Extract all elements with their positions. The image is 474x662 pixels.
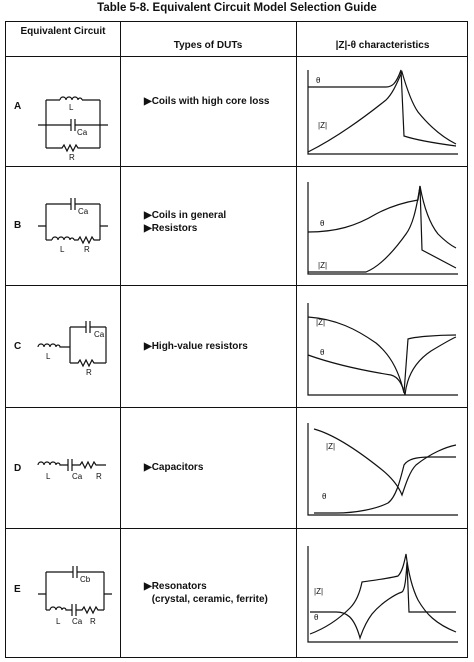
- component-label: L: [46, 472, 51, 481]
- component-label: Ca: [72, 617, 83, 626]
- header-equivalent-circuit: Equivalent Circuit: [20, 26, 106, 37]
- component-label: Ca: [72, 472, 83, 481]
- theta-label: θ: [320, 348, 325, 357]
- circuit-diagram-c: [34, 313, 114, 383]
- circuit-diagram-e: [34, 558, 116, 632]
- magnitude-label: |Z|: [318, 121, 328, 130]
- component-label: R: [69, 153, 75, 162]
- table-row-a: [6, 56, 469, 166]
- magnitude-label: |Z|: [314, 587, 324, 596]
- row-letter: E: [14, 584, 21, 595]
- component-label: L: [56, 617, 61, 626]
- header-characteristics: |Z|-θ characteristics: [335, 40, 430, 51]
- table-row-d: [6, 407, 469, 528]
- component-label: L: [46, 352, 51, 361]
- circuit-diagram-b: [34, 190, 114, 260]
- dut-item: ▶Coils in general: [144, 210, 227, 221]
- circuit-diagram-a: [34, 70, 114, 162]
- characteristics-plot-b: [306, 178, 460, 278]
- table-row-e: [6, 528, 469, 659]
- characteristics-plot-e: [306, 542, 460, 646]
- dut-description: [144, 209, 226, 235]
- dut-item: ▶Capacitors: [144, 462, 204, 473]
- component-label: Cb: [80, 575, 91, 584]
- magnitude-label: |Z|: [316, 318, 326, 327]
- characteristics-plot-a: [306, 66, 460, 158]
- component-label: L: [69, 103, 74, 112]
- dut-item: ▶High-value resistors: [144, 341, 248, 352]
- table-row-b: [6, 166, 469, 285]
- dut-description: [144, 340, 248, 353]
- component-label: R: [90, 617, 96, 626]
- magnitude-label: |Z|: [326, 442, 336, 451]
- component-label: R: [96, 472, 102, 481]
- theta-label: θ: [314, 613, 319, 622]
- dut-description: [144, 580, 268, 606]
- component-label: Ca: [77, 128, 88, 137]
- selection-guide-table: [5, 21, 468, 658]
- characteristics-plot-d: [306, 419, 460, 519]
- dut-item: (crystal, ceramic, ferrite): [151, 594, 268, 605]
- dut-item: ▶Resonators: [144, 581, 207, 592]
- characteristics-plot-c: [306, 299, 460, 399]
- component-label: Ca: [94, 330, 105, 339]
- theta-label: θ: [316, 76, 321, 85]
- circuit-diagram-d: [34, 449, 114, 485]
- row-letter: D: [14, 463, 22, 474]
- dut-description: [144, 461, 203, 474]
- dut-description: [144, 95, 270, 108]
- row-letter: B: [14, 220, 22, 231]
- row-letter: A: [14, 101, 22, 112]
- table-title: Table 5-8. Equivalent Circuit Model Selection Guide: [97, 2, 377, 14]
- row-letter: C: [14, 341, 22, 352]
- theta-label: θ: [322, 492, 327, 501]
- component-label: Ca: [78, 207, 89, 216]
- component-label: R: [84, 245, 90, 254]
- dut-item: ▶Resistors: [144, 223, 198, 234]
- theta-label: θ: [320, 219, 325, 228]
- dut-item: ▶Coils with high core loss: [144, 96, 270, 107]
- magnitude-label: |Z|: [318, 261, 328, 270]
- component-label: L: [60, 245, 65, 254]
- table-row-c: [6, 285, 469, 407]
- component-label: R: [86, 368, 92, 377]
- header-types-of-duts: Types of DUTs: [173, 40, 243, 51]
